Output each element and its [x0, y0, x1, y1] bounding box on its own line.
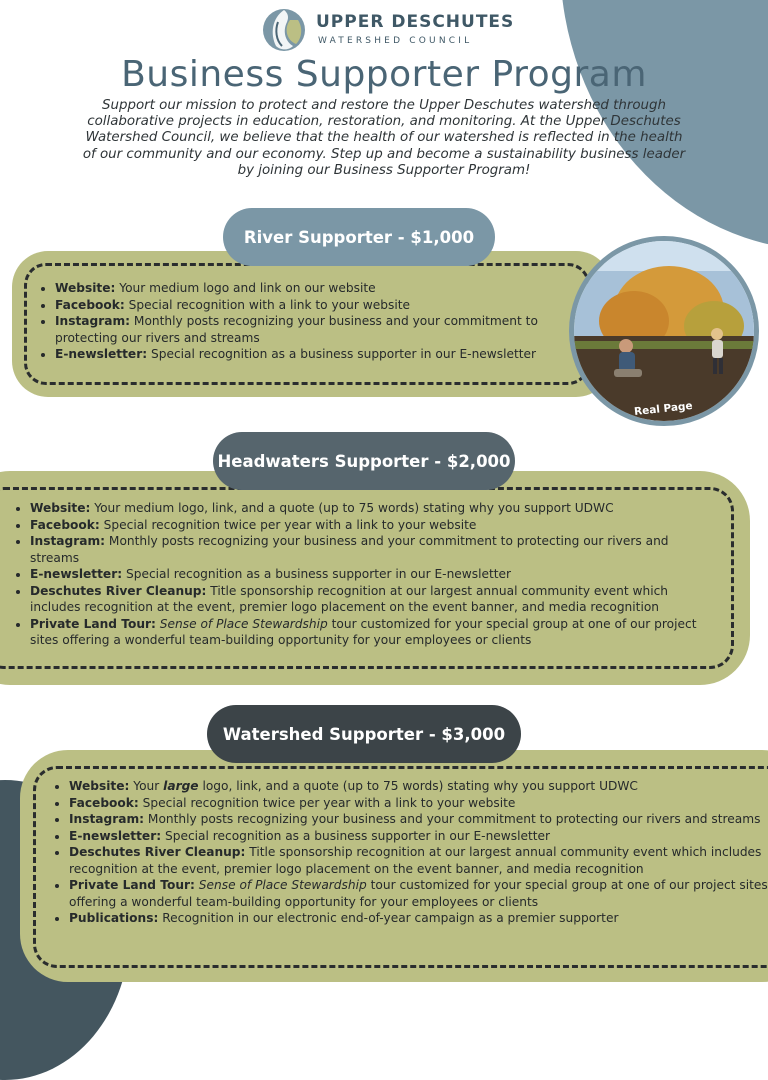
watershed-supporter-feature-list	[54, 778, 768, 927]
river-supporter-heading: River Supporter - $1,000	[223, 208, 495, 266]
list-item: • Publications: Recognition in our electronic end-of-year campaign as a premier supporter	[69, 910, 768, 927]
volunteers-photo	[569, 236, 759, 426]
headwaters-supporter-heading: Headwaters Supporter - $2,000	[213, 432, 515, 490]
list-item: • Deschutes River Cleanup: Title sponsorship recognition at our largest annual community event which includes recognition at the event, premier logo placement on the event banner, and media recognition	[69, 844, 768, 877]
river-supporter-feature-list	[40, 280, 585, 363]
watershed-supporter-heading: Watershed Supporter - $3,000	[207, 705, 521, 763]
list-item: • E-newsletter: Special recognition as a business supporter in our E-newsletter	[69, 828, 768, 845]
list-item: • Private Land Tour: Sense of Place Stewardship tour customized for your special group at one of our project sites offering a wonderful team-building opportunity for your employees or clients	[30, 616, 720, 649]
list-item: • Facebook: Special recognition twice per year with a link to your website	[69, 795, 768, 812]
list-item: • Website: Your medium logo and link on our website	[55, 280, 585, 297]
watershed-logo-icon	[262, 8, 306, 52]
list-item: • Website: Your medium logo, link, and a quote (up to 75 words) stating why you support UDWC	[30, 500, 720, 517]
list-item: • Facebook: Special recognition with a link to your website	[55, 297, 585, 314]
org-name: UPPER DESCHUTES	[316, 12, 515, 32]
org-subtitle: WATERSHED COUNCIL	[318, 36, 473, 46]
intro-paragraph: Support our mission to protect and restore the Upper Deschutes watershed through collaborative projects in education, restoration, and monitoring. At the Upper Deschutes Watershed Council, we believe that the health of our watershed is reflected in the health of our community and our economy. Step up and become a sustainability business leader by joining our Business Supporter Program!	[82, 98, 686, 178]
volunteers-planting-image	[574, 241, 754, 421]
page-title: Business Supporter Program	[121, 54, 647, 95]
list-item: • Instagram: Monthly posts recognizing your business and your commitment to protecting our rivers and streams	[69, 811, 768, 828]
photo-caption: Real Page	[633, 399, 694, 419]
list-item: • Website: Your large logo, link, and a quote (up to 75 words) stating why you support UDWC	[69, 778, 768, 795]
list-item: • Deschutes River Cleanup: Title sponsorship recognition at our largest annual community event which includes recognition at the event, premier logo placement on the event banner, and media recognition	[30, 583, 720, 616]
list-item: • E-newsletter: Special recognition as a business supporter in our E-newsletter	[30, 566, 720, 583]
list-item: • Facebook: Special recognition twice per year with a link to your website	[30, 517, 720, 534]
list-item: • Private Land Tour: Sense of Place Stewardship tour customized for your special group at one of our project sites offering a wonderful team-building opportunity for your employees or clients	[69, 877, 768, 910]
org-logo	[262, 8, 515, 52]
list-item: • E-newsletter: Special recognition as a business supporter in our E-newsletter	[55, 346, 585, 363]
list-item: • Instagram: Monthly posts recognizing your business and your commitment to protecting our rivers and streams	[30, 533, 720, 566]
headwaters-supporter-feature-list	[15, 500, 720, 649]
list-item: • Instagram: Monthly posts recognizing your business and your commitment to protecting our rivers and streams	[55, 313, 585, 346]
